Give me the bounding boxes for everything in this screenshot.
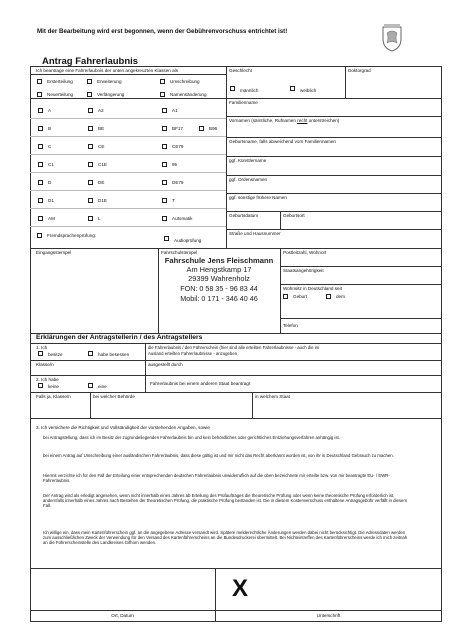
class-label: A (48, 108, 52, 113)
class-label: C1 (48, 162, 54, 167)
class-label: DE (98, 180, 105, 185)
besitze-label: besitze (48, 352, 63, 357)
class-row-divider (30, 154, 226, 155)
unterschrift-label: Unterschrift (316, 613, 341, 618)
geburtsname-label: Geburtsname, falls abweichend vom Familiennamen (229, 139, 336, 144)
habe-besessen-label: habe besessen (98, 352, 130, 357)
class-label: D1 (48, 198, 54, 203)
school-name: Fahrschule Jens Fleischmann (164, 256, 274, 265)
class-row-divider (30, 118, 226, 119)
gender-label: Geschlecht (229, 68, 252, 73)
class-label: A1 (172, 108, 178, 113)
checkbox-class[interactable] (38, 108, 43, 113)
class-label: T (172, 198, 175, 203)
staat-label: in welchem Staat (255, 394, 290, 399)
intro-text: Ich beantrage eine Fahrerlaubnis der unten angekreuzten Klassen als (36, 68, 178, 73)
checkbox-habe-besessen[interactable] (88, 351, 93, 356)
notice-banner: Mit der Bearbeitung wird erst begonnen, wenn der Gebührenvorschuss entrichtet ist! (37, 28, 288, 35)
checkbox-keine[interactable] (38, 383, 43, 388)
checkbox-class[interactable] (88, 162, 93, 167)
checkbox-weiblich[interactable] (290, 86, 295, 91)
checkbox-class[interactable] (88, 144, 93, 149)
fremdsprache-label: Fremdsprachenprüfung: (47, 233, 97, 238)
checkbox-verlaengerung[interactable] (87, 92, 92, 97)
type-label: Verlängerung (97, 92, 125, 97)
s1-text2: Ausland erteilten Fahrerlaubnisse - anzugeben (148, 351, 238, 356)
driving-school-stamp (160, 256, 278, 304)
gender-female-label: weiblich (300, 88, 317, 93)
behoerde-label: bei welcher Behörde (93, 394, 135, 399)
s3-intro: 3. Ich versichere die Richtigkeit und Vollständigkeit der vorstehenden Angaben, sowie (36, 425, 210, 430)
class-label: DE79 (172, 180, 184, 185)
checkbox-umschreibung[interactable] (160, 79, 165, 84)
checkbox-class[interactable] (199, 126, 204, 131)
ort-datum-label: Ort, Datum (111, 613, 134, 618)
checkbox-eine[interactable] (88, 383, 93, 388)
kuenstlername-label: ggf. Künstlername (229, 158, 267, 163)
plz-wohnort-label: Postleitzahl, Wohnort (283, 250, 327, 255)
doktorgrad-label: Doktorgrad (348, 68, 371, 73)
checkbox-class[interactable] (162, 162, 167, 167)
geburtsdatum-label: Geburtsdatum (229, 213, 259, 218)
s3-paragraph-3: Hiermit verzichte ich für den Fall der Erteilung einer entsprechenden deutschen Fahrerlaubnis unwiderruflich auf die oben bezeichnete mir erteilte bzw. von mir beantragte EU- / EWR-Fahrerlaubnis. (43, 473, 390, 484)
type-label: Neuerteilung (47, 92, 74, 97)
checkbox-class[interactable] (88, 198, 93, 203)
ordensname-label: ggf. Ordensnamen (229, 177, 268, 182)
ausgestellt-label: ausgestellt durch (148, 362, 183, 367)
school-city: 29399 Wahrenholz (188, 274, 250, 284)
wohnsitz-label: Wohnsitz in Deutschland seit (283, 286, 342, 291)
class-label: D (48, 180, 52, 185)
checkbox-erweiterung[interactable] (87, 79, 92, 84)
checkbox-class[interactable] (162, 108, 167, 113)
checkbox-fremdsprache[interactable] (37, 233, 42, 238)
audio-label: Audioprüfung (174, 238, 202, 243)
class-label: C1E (98, 162, 107, 167)
s3-paragraph-2: bei einem Antrag auf Umschreibung einer ausländischen Fahrerlaubnis, dass diese gültig ist und mir nicht das Recht aberkannt worden ist, von ihr in Deutschland Gebrauch zu machen. (43, 453, 394, 458)
checkbox-class[interactable] (38, 144, 43, 149)
checkbox-class[interactable] (88, 180, 93, 185)
checkbox-class[interactable] (162, 126, 167, 131)
s3-paragraph-1: bei Antragstellung, dass ich im Besitz der zugrundeliegenden Fahrerlaubnis bin und kein behördliches oder gerichtliches Entziehungsverfahren anhängig ist. (43, 435, 340, 440)
geburt-label: Geburt (293, 294, 308, 299)
class-label: A2 (98, 108, 104, 113)
checkbox-ersterteilung[interactable] (37, 79, 42, 84)
s3-paragraph-5: Ich willige ein, dass mein Kartenführerschein ggf. an die angegebene Adresse versandt wird. Spätere melderechtliche Änderungen werden dabei nicht berücksichtigt. Die Adressdaten werden zum ausschließlichen Zweck der Verwendung für den Versand des Kartenführerscheins an die Bundesdruckerei übermittelt. Bei Nichteintreffen des Kartenführerscheins werde ich mich zeitnah an die Führerscheinstelle des Landkreises Gifhorn wenden. (43, 530, 408, 546)
falls-ja-label: Falls ja, Klasse/n (36, 394, 71, 399)
s2-text: Fahrerlaubnis bei einem anderen Staat beantragt (150, 381, 251, 386)
declarations-heading: Erklärungen der Antragstellerin / des Antragstellers (36, 334, 203, 341)
class-label: AM (48, 216, 55, 221)
checkbox-class[interactable] (162, 144, 167, 149)
checkbox-class[interactable] (88, 126, 93, 131)
checkbox-class[interactable] (88, 216, 93, 221)
checkbox-class[interactable] (38, 162, 43, 167)
type-label: Umschreibung (170, 79, 200, 84)
s1-number: 1. Ich (36, 345, 48, 350)
class-row-divider (30, 208, 226, 209)
signature-mark: X (232, 575, 249, 602)
class-label: B (48, 126, 52, 131)
class-label: B96 (209, 126, 218, 131)
fahrschulstempel-label: Fahrschulstempel (161, 250, 198, 255)
school-mobil: Mobil: 0 171 - 346 40 46 (180, 293, 258, 303)
checkbox-class[interactable] (88, 108, 93, 113)
type-label: Ersterteilung (47, 79, 73, 84)
form-title: Antrag Fahrerlaubnis (42, 56, 139, 67)
class-row-divider (30, 136, 226, 137)
checkbox-class[interactable] (38, 126, 43, 131)
type-label: Erweiterung (97, 79, 122, 84)
strasse-label: Straße und Hausnummer (229, 231, 281, 236)
checkbox-class[interactable] (38, 216, 43, 221)
checkbox-audio[interactable] (164, 236, 169, 241)
class-label: CE79 (172, 144, 184, 149)
checkbox-seit-dem[interactable] (326, 294, 331, 299)
familienname-label: Familienname (229, 100, 258, 105)
fruehere-namen-label: ggf. sonstige frühere Namen (229, 195, 287, 200)
class-label: 95 (172, 162, 178, 167)
checkbox-class[interactable] (162, 216, 167, 221)
type-label: Namensänderung (170, 92, 207, 97)
eine-label: eine (98, 384, 107, 389)
checkbox-class[interactable] (38, 180, 43, 185)
checkbox-namensaenderung[interactable] (160, 92, 165, 97)
dem-label: dem (336, 294, 345, 299)
keine-label: keine (48, 384, 59, 389)
class-label: BE (98, 126, 105, 131)
geburtsort-label: Geburtsort (283, 213, 305, 218)
checkbox-maennlich[interactable] (230, 86, 235, 91)
class-label: C (48, 144, 52, 149)
checkbox-class[interactable] (162, 180, 167, 185)
s1-text1: die Fahrerlaubnis / den Führerschein (hier sind alle erteilten Fahrerlaubnisse - auch die im (148, 345, 320, 350)
vornamen-label: Vornamen (sämtliche, Rufnamen recht unterstreichen) (229, 118, 340, 123)
class-label: L (98, 216, 101, 221)
school-fon: FON: 0 58 35 - 96 83 44 (180, 283, 258, 293)
class-label: D1E (98, 198, 107, 203)
s3-paragraph-4: Der Antrag wird als erledigt angesehen, wenn nicht innerhalb eines Jahres ab Erteilung des Prüfauftrages die theoretische Prüfung oder wenn keine theoretische Prüfung erforderlich ist, andernfalls innerhalb eines Jahres nach Bestehen der theoretischen Prüfung, die praktische Prüfung bestanden ist. Die in diesem Kostenverschuss enthaltene Antragsgebühr verfällt in diesem Fall. (43, 493, 408, 509)
class-label: Automatik (172, 216, 193, 221)
checkbox-besitze[interactable] (38, 351, 43, 356)
class-row-divider (30, 226, 226, 227)
coat-of-arms-icon (381, 24, 403, 52)
class-label: CE (98, 144, 105, 149)
telefon-label: Telefon (283, 323, 298, 328)
class-row-divider (30, 190, 226, 191)
checkbox-seit-geburt[interactable] (283, 294, 288, 299)
staatsangehoerigkeit-label: Staatsangehörigkeit (283, 268, 324, 273)
s2-number: 2. Ich habe (36, 377, 59, 382)
school-street: Am Hengstkamp 17 (186, 265, 252, 274)
checkbox-class[interactable] (162, 198, 167, 203)
klasse-label: Klasse/n (36, 362, 54, 367)
class-label: BF17 (172, 126, 183, 131)
checkbox-class[interactable] (38, 198, 43, 203)
gender-male-label: männlich (240, 88, 259, 93)
eingangsstempel-label: Eingangsstempel (36, 250, 72, 255)
checkbox-neuerteilung[interactable] (37, 92, 42, 97)
class-row-divider (30, 172, 226, 173)
